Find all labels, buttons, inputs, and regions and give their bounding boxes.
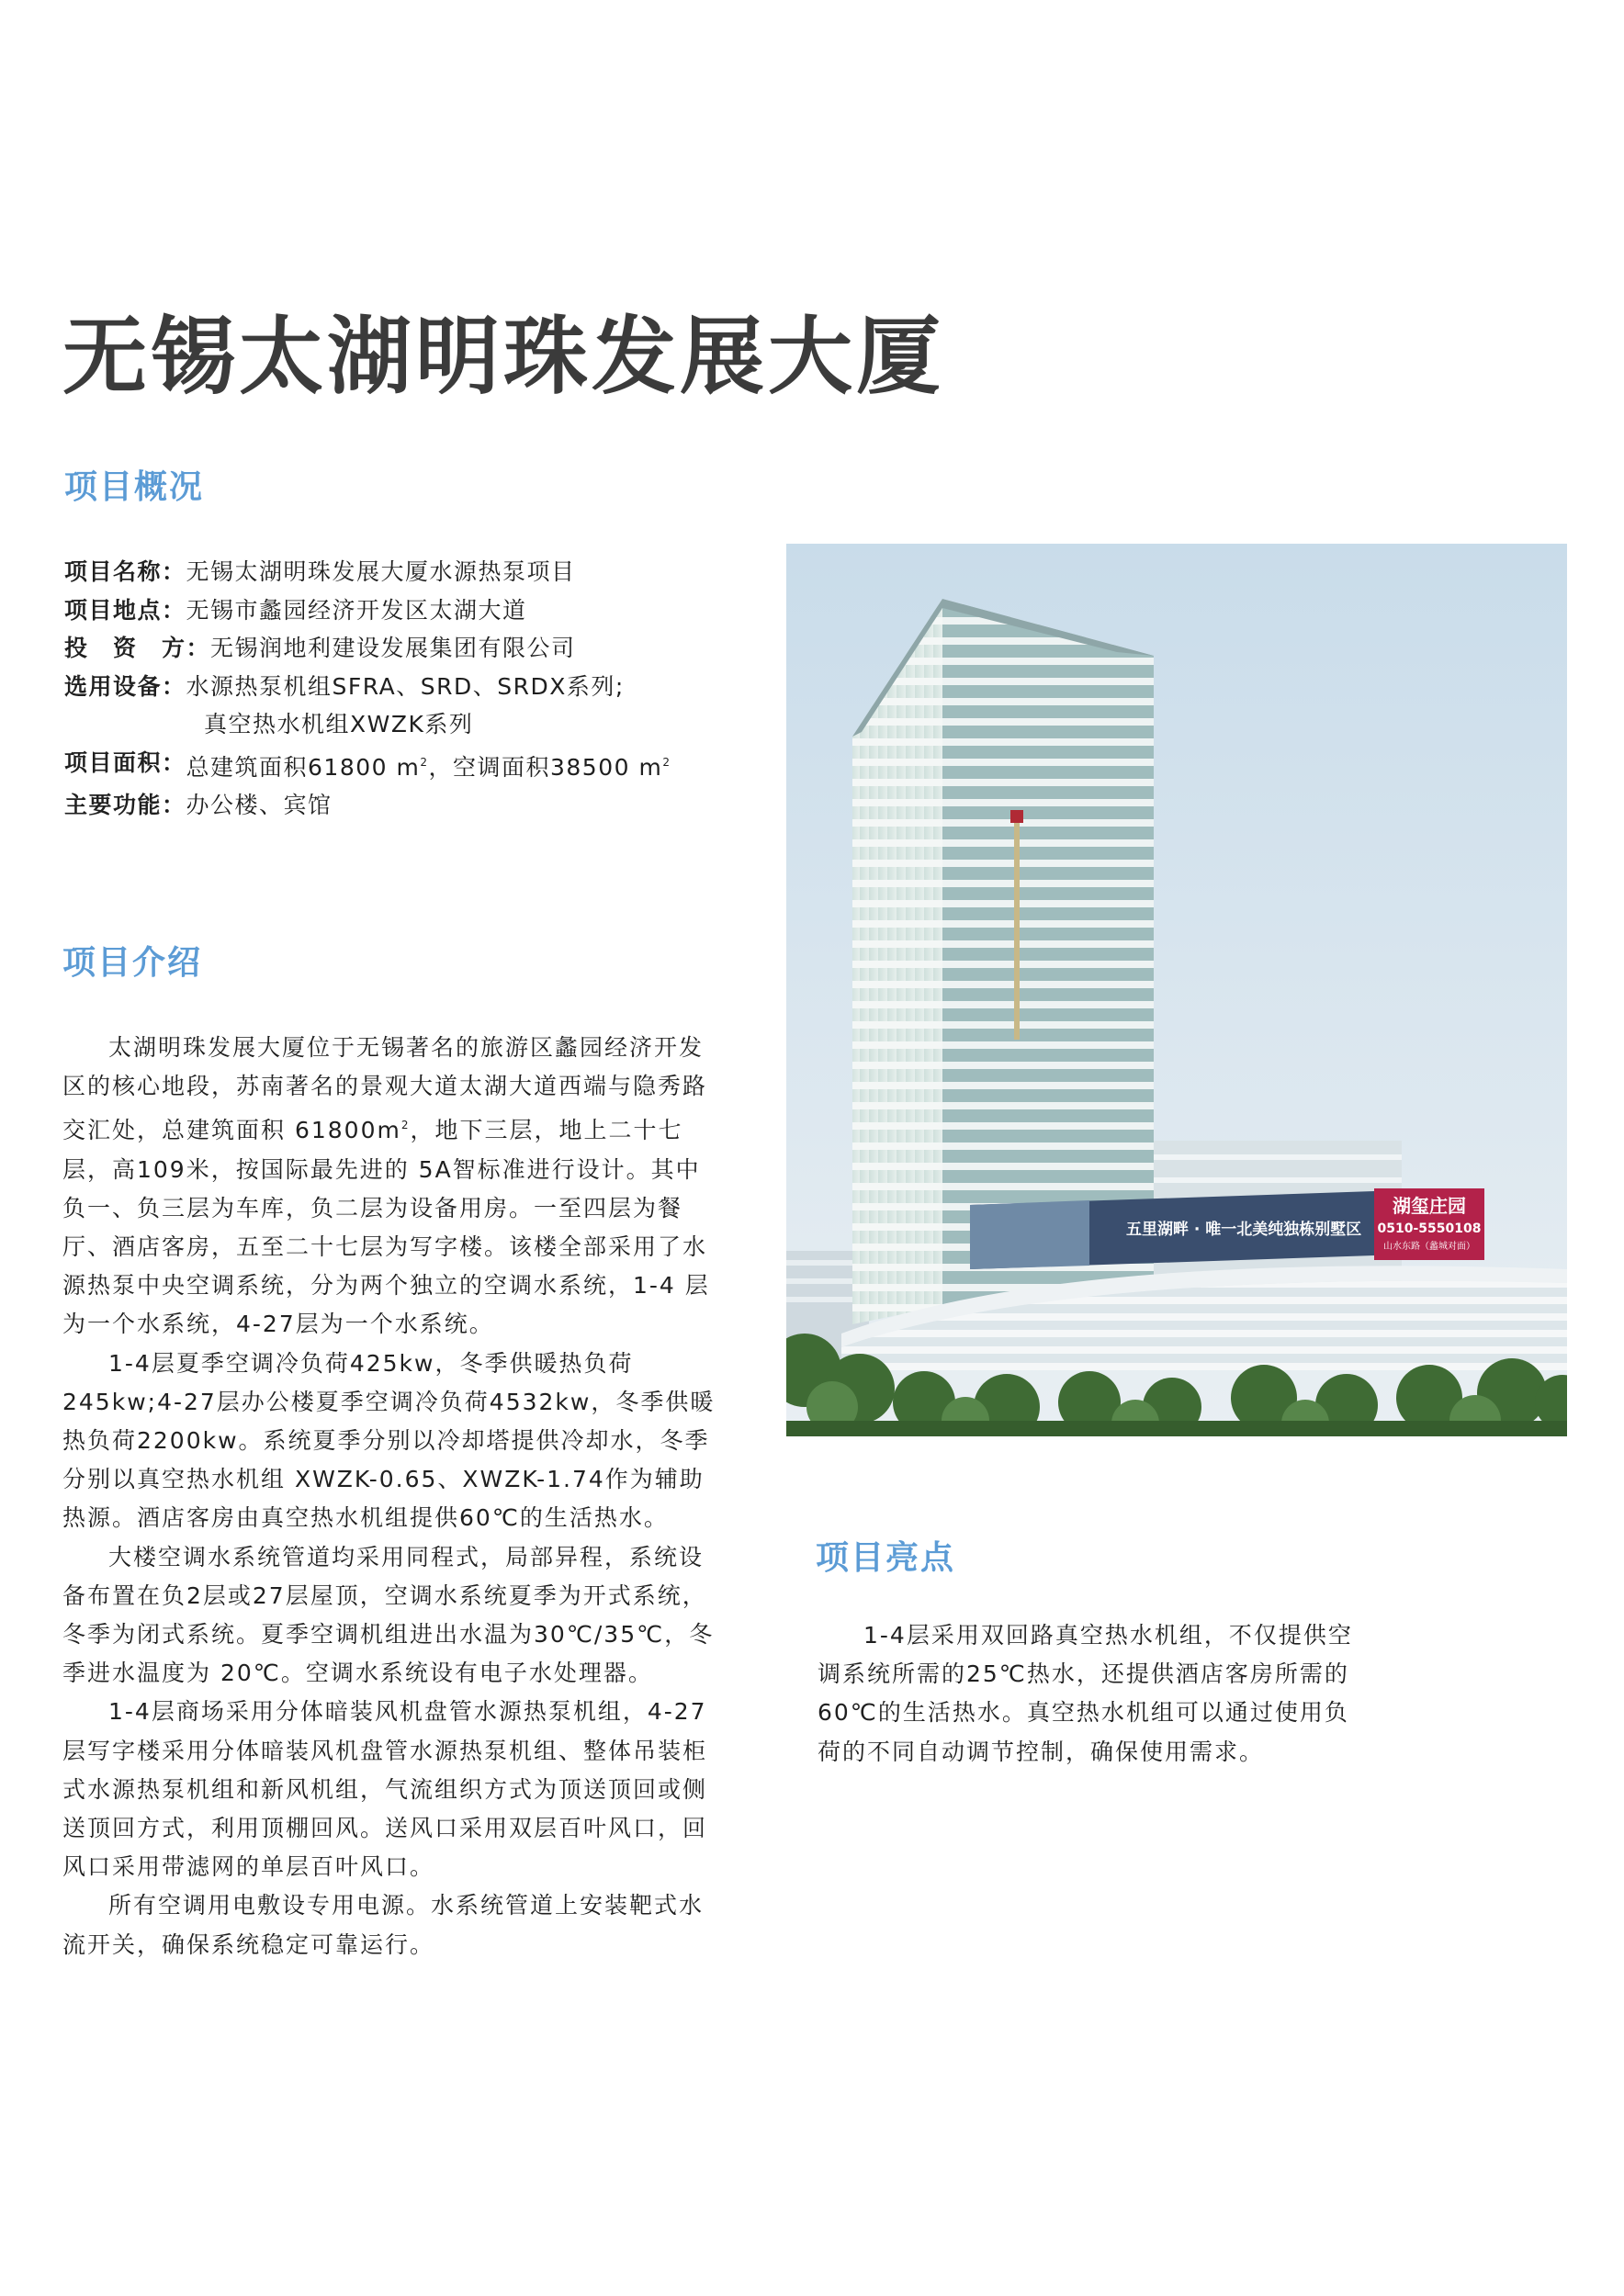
building-photo [786,544,1567,1436]
overview-value: 无锡太湖明珠发展大厦水源热泵项目 [186,558,576,585]
overview-row-name [64,553,762,591]
area-unit-sup: 2 [400,1119,411,1132]
intro-paragraph [62,1029,724,1345]
intro-paragraph: 1-4层商场采用分体暗装风机盘管水源热泵机组，4-27 层写字楼采用分体暗装风机盘管水源热泵机组、整体吊装柜式水源热泵机组和新风机组，气流组织方式为顶送顶回或侧送顶回方式，利用顶棚回风。送风口采用双层百叶风口，回风口采用带滤网的单层百叶风口。 [62,1698,708,1881]
highlights-heading: 项目亮点 [816,1539,956,1577]
area-unit-sup: 2 [420,755,429,769]
overview-label: 主要功能： [64,792,186,818]
highlights-body [818,1616,1359,1772]
intro-paragraph: 1-4层夏季空调冷负荷425kw，冬季供暖热负荷245kw;4-27层办公楼夏季空调冷负荷4532kw，冬季供暖热负荷2200kw。系统夏季分别以冷却塔提供冷却水，冬季分别以真空热水机组 XWZK-0.65、XWZK-1.74作为辅助热源。酒店客房由真空热水机组提供60℃的生活热水。 [62,1349,716,1532]
intro-paragraph: 大楼空调水系统管道均采用同程式，局部异程，系统设备布置在负2层或27层屋顶，空调水系统夏季为开式系统，冬季为闭式系统。夏季空调机组进出水温为30℃/35℃，冬季进水温度为 20℃。空调水系统设有电子水处理器。 [62,1543,715,1687]
intro-text: 太湖明珠发展大厦位于无锡著名的旅游区蠡园经济开发区的核心地段，苏南著名的景观大道太湖大道西端与隐秀路交汇处，总建筑面积 61800m [62,1034,708,1144]
overview-label: 项目名称： [64,558,186,585]
overview-value: 办公楼、宾馆 [186,792,333,818]
overview-row-function [64,786,762,825]
intro-heading: 项目介绍 [62,944,203,982]
billboard-text: 五里湖畔 · 唯一北美纯独栋别墅区 [1126,1221,1362,1239]
area-unit-sup: 2 [662,755,671,769]
intro-paragraph: 所有空调用电敷设专用电源。水系统管道上安装靶式水流开关，确保系统稳定可靠运行。 [62,1892,705,1958]
area-total: 总建筑面积61800 m [186,753,421,781]
overview-label: 项目面积： [64,748,186,776]
intro-body [62,1029,724,1964]
overview-heading: 项目概况 [64,468,205,506]
overview-label: 项目地点： [64,596,186,624]
sign-sub: 山水东路（蠡城对面） [1383,1242,1475,1252]
overview-value: 水源热泵机组SFRA、SRD、SRDX系列; [186,672,625,700]
area-ac: ，空调面积38500 m [428,753,663,781]
overview-row-location [64,591,762,630]
sign-title: 湖玺庄园 [1393,1195,1466,1217]
overview-label: 选用设备： [64,672,186,700]
sign-phone: 0510-5550108 [1377,1221,1482,1236]
overview-value [186,744,671,787]
overview-value: 无锡润地利建设发展集团有限公司 [210,635,576,661]
highlights-paragraph: 1-4层采用双回路真空热水机组，不仅提供空调系统所需的25℃热水，还提供酒店客房所需的60℃的生活热水。真空热水机组可以通过使用负荷的不同自动调节控制，确保使用需求。 [818,1622,1353,1765]
overview-list [64,553,762,825]
overview-row-area [64,744,762,787]
overview-row-investor [64,629,762,668]
page-title: 无锡太湖明珠发展大厦 [62,308,945,406]
intro-text: ，地下三层，地上二十七层，高109米，按国际最先进的 5A智标准进行设计。其中负一、负三层为车库，负二层为设备用房。一至四层为餐厅、酒店客房，五至二十七层为写字楼。该楼全部采用了水源热泵中央空调系统，分为两个独立的空调水系统，1-4 层为一个水系统，4-27层为一个水系统。 [62,1117,710,1338]
overview-label: 投 资 方： [64,635,211,661]
overview-value: 无锡市蠡园经济开发区太湖大道 [186,596,527,624]
overview-value-continued: 真空热水机组XWZK系列 [204,711,474,737]
overview-row-equipment [64,668,762,706]
